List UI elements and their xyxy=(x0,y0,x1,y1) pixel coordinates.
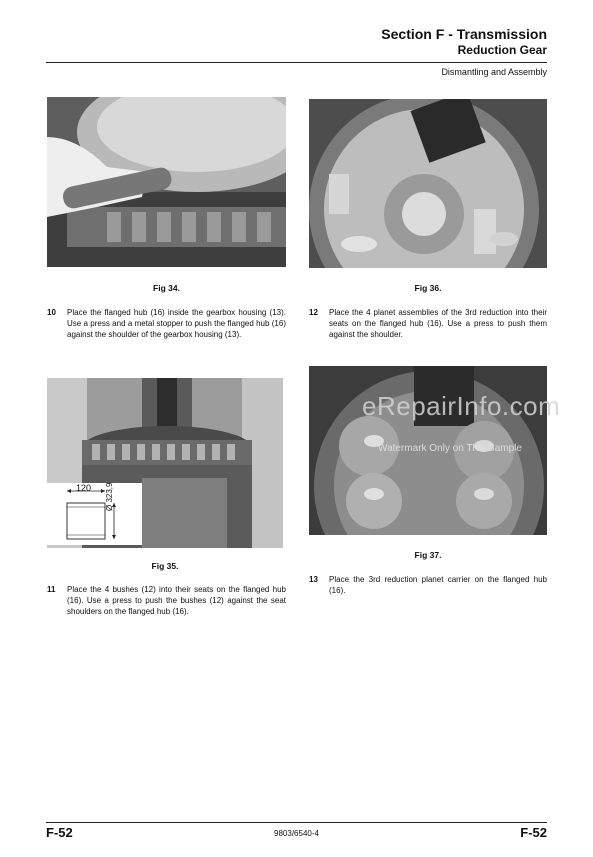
watermark-main: eRepairInfo.com xyxy=(362,391,561,421)
bush-dimension-drawing xyxy=(47,483,142,545)
step-text: Place the 4 planet assemblies of the 3rd reduction into their seats on the flanged hub (16). Use a press to push them against the shoulder. xyxy=(329,308,547,340)
step-11 xyxy=(47,584,286,618)
section-title: Section F - Transmission xyxy=(381,26,547,42)
step-number: 10 xyxy=(47,308,56,317)
section-subtitle: Reduction Gear xyxy=(457,43,547,57)
page-number-right: F-52 xyxy=(520,825,547,840)
watermark-sub: Watermark Only on This Sample xyxy=(378,443,522,454)
fig34-caption: Fig 34. xyxy=(153,283,180,293)
step-text: Place the 3rd reduction planet carrier on the flanged hub (16). xyxy=(329,575,547,596)
page-number-left: F-52 xyxy=(46,825,73,840)
step-number: 11 xyxy=(47,585,56,594)
step-text: Place the 4 bushes (12) into their seats on the flanged hub (16). Use a press to push the bushes (12) against the seat shoulders on the flanged hub (16). xyxy=(67,585,286,617)
step-13 xyxy=(309,574,547,596)
bush-width-label: 120 xyxy=(76,483,92,493)
fig34-photo xyxy=(47,97,286,267)
header-rule xyxy=(46,62,547,63)
fig37-caption: Fig 37. xyxy=(414,550,442,560)
step-number: 13 xyxy=(309,575,318,584)
fig35-caption: Fig 35. xyxy=(151,561,179,571)
step-number: 12 xyxy=(309,308,318,317)
doc-number: 9803/6540-4 xyxy=(274,829,319,838)
bush-diameter-label: Ø 323,9 xyxy=(105,482,114,511)
fig36-caption: Fig 36. xyxy=(414,283,442,293)
step-10 xyxy=(47,307,286,341)
step-12 xyxy=(309,307,547,341)
fig36-photo xyxy=(309,99,547,268)
step-text: Place the flanged hub (16) inside the gearbox housing (13). Use a press and a metal stopper to push the flanged hub (16) against the shoulder of the gearbox housing (13). xyxy=(67,308,286,340)
section-tag: Dismantling and Assembly xyxy=(441,67,547,77)
footer-rule xyxy=(46,822,547,823)
